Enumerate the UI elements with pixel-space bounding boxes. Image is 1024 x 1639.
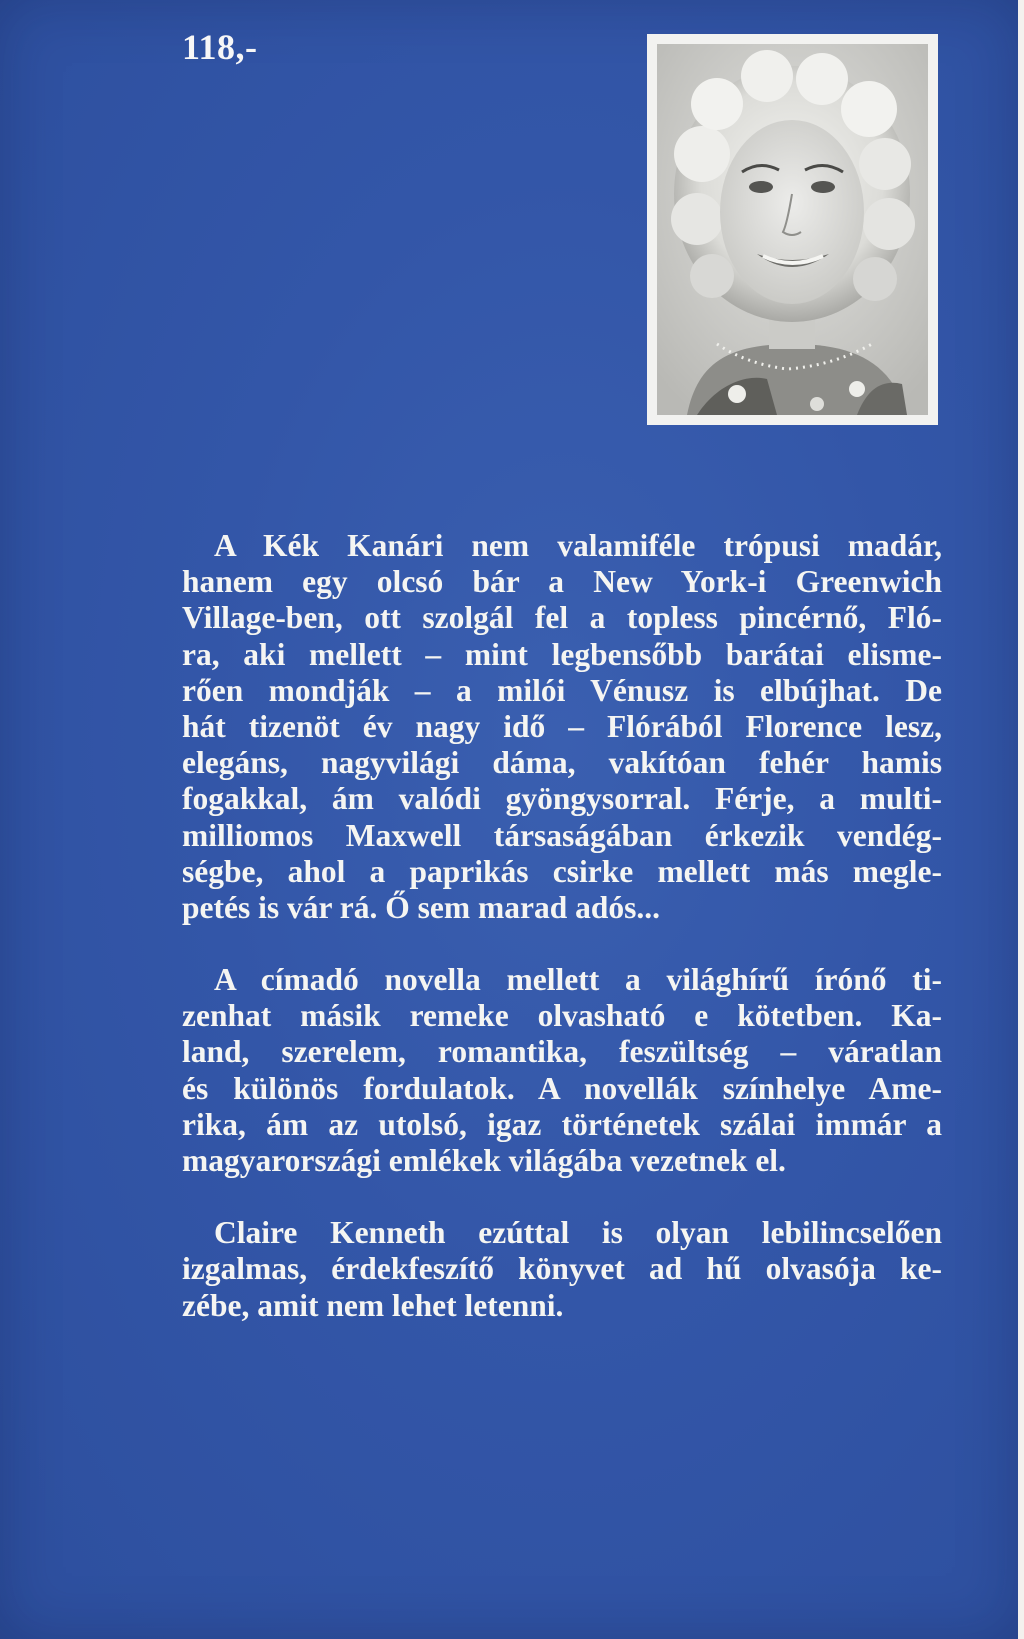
- blurb-paragraph-1: [182, 528, 942, 926]
- text-line: hanem egy olcsó bár a New York-i Greenwich: [182, 564, 942, 600]
- author-photo-frame: [647, 34, 938, 425]
- text-line: milliomos Maxwell társaságában érkezik vendég-: [182, 817, 942, 853]
- text-line: land, szerelem, romantika, feszültség – váratlan: [182, 1034, 942, 1070]
- text-line: rően mondják – a milói Vénusz is elbújhat. De: [182, 672, 942, 708]
- text-line: fogakkal, ám valódi gyöngysorral. Férje, a multi-: [182, 781, 942, 817]
- text-line: ségbe, ahol a paprikás csirke mellett más megle-: [182, 853, 942, 889]
- text-line: hát tizenöt év nagy idő – Flórából Florence lesz,: [182, 708, 942, 744]
- text-line: ra, aki mellett – mint legbensőbb barátai elisme-: [182, 636, 942, 672]
- text-line: izgalmas, érdekfeszítő könyvet ad hű olvasója ke-: [182, 1251, 942, 1287]
- blurb-text: [182, 528, 942, 1360]
- text-line: petés is vár rá. Ő sem marad adós...: [182, 889, 661, 925]
- text-line: Claire Kenneth ezúttal is olyan lebilincselően: [214, 1215, 942, 1251]
- author-portrait-photo: [657, 44, 928, 415]
- text-line: és különös fordulatok. A novellák színhelye Ame-: [182, 1070, 942, 1106]
- text-line: zébe, amit nem lehet letenni.: [182, 1287, 564, 1323]
- text-line: elegáns, nagyvilági dáma, vakítóan fehér hamis: [182, 745, 942, 781]
- text-line: rika, ám az utolsó, igaz történetek szálai immár a: [182, 1106, 942, 1142]
- blurb-paragraph-3: [182, 1215, 942, 1324]
- blurb-paragraph-2: [182, 962, 942, 1179]
- text-line: Village-ben, ott szolgál fel a topless pincérnő, Fló-: [182, 600, 942, 636]
- text-line: A Kék Kanári nem valamiféle trópusi madár,: [214, 528, 942, 563]
- text-line: A címadó novella mellett a világhírű írónő ti-: [214, 962, 942, 998]
- text-line: zenhat másik remeke olvasható e kötetben. Ka-: [182, 998, 942, 1034]
- text-line: magyarországi emlékek világába vezetnek el.: [182, 1143, 786, 1178]
- price-label: 118,-: [182, 27, 258, 67]
